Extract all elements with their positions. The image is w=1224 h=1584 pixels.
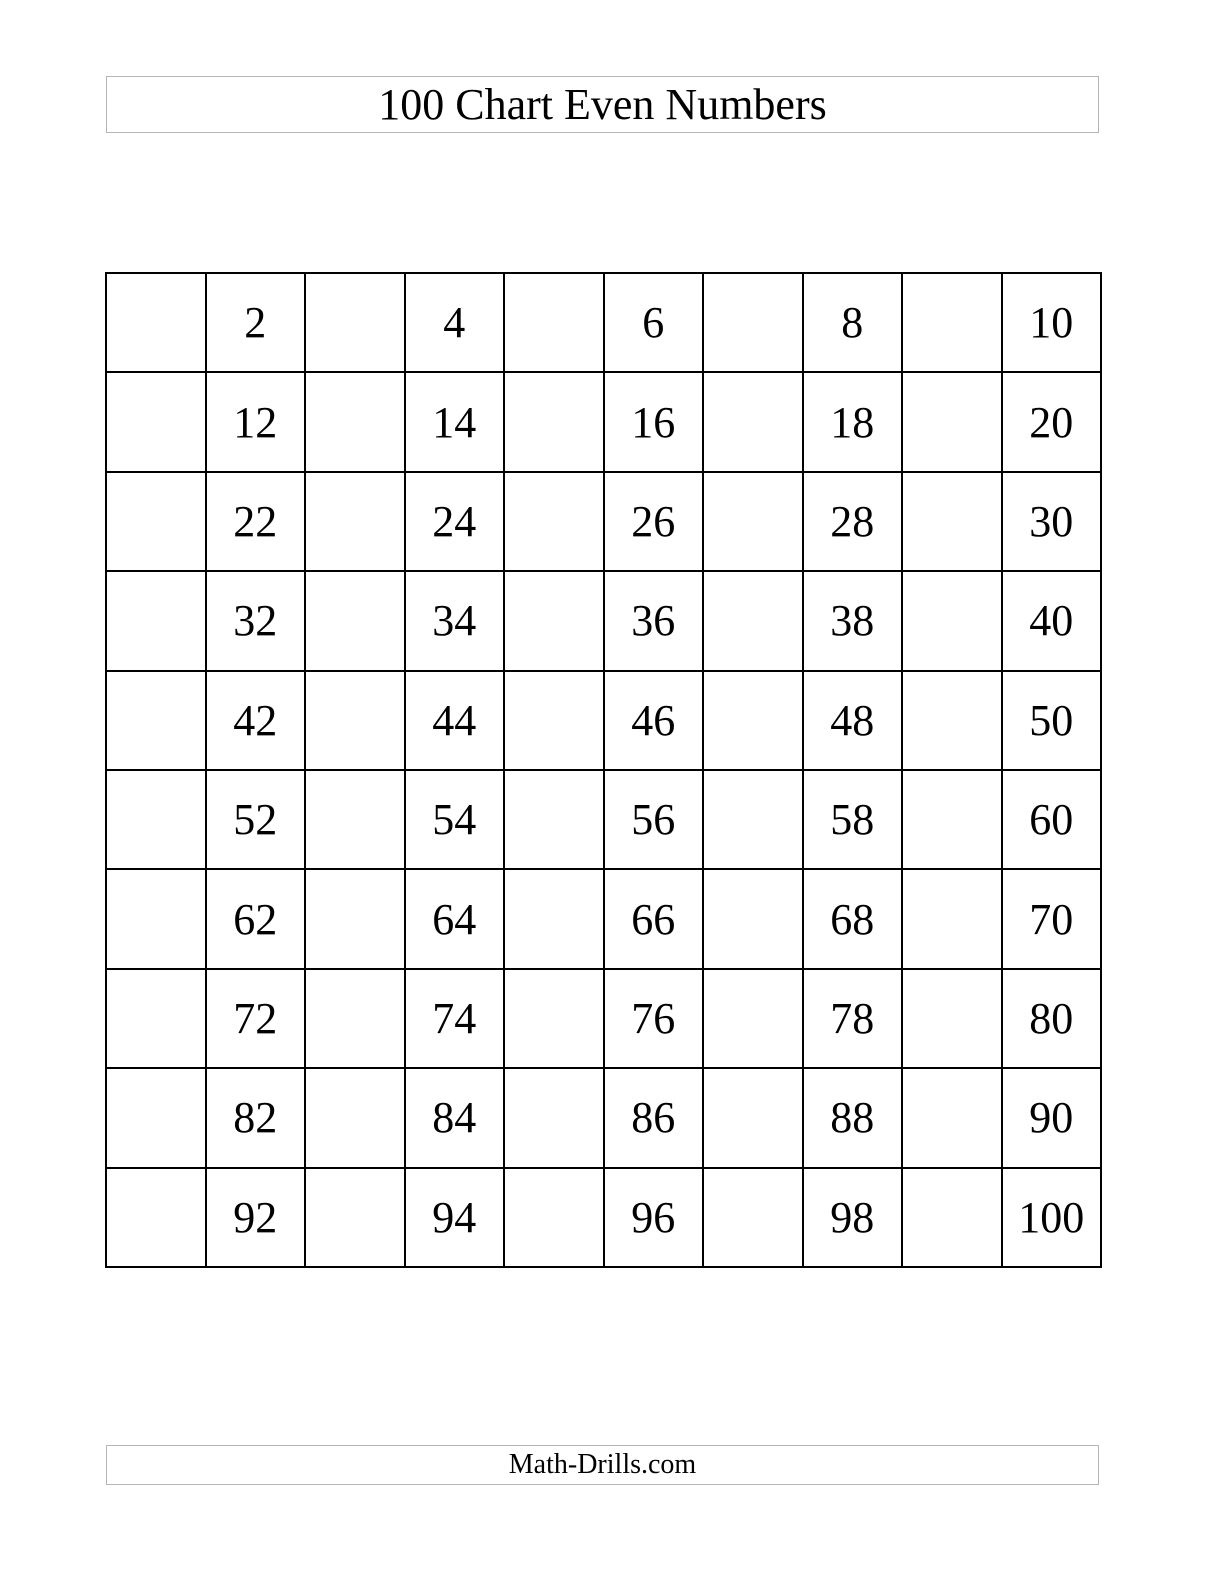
number-cell: 60 bbox=[1002, 770, 1102, 869]
number-cell: 18 bbox=[803, 372, 903, 471]
blank-cell bbox=[703, 472, 803, 571]
grid-row bbox=[106, 770, 1101, 869]
blank-cell bbox=[902, 969, 1002, 1068]
worksheet-title: 100 Chart Even Numbers bbox=[106, 76, 1099, 133]
blank-cell bbox=[703, 1168, 803, 1267]
hundred-chart-grid bbox=[105, 272, 1102, 1268]
blank-cell bbox=[305, 869, 405, 968]
blank-cell bbox=[305, 770, 405, 869]
blank-cell bbox=[305, 671, 405, 770]
grid-row bbox=[106, 571, 1101, 670]
number-cell: 84 bbox=[405, 1068, 505, 1167]
blank-cell bbox=[106, 969, 206, 1068]
number-cell: 4 bbox=[405, 273, 505, 372]
number-cell: 34 bbox=[405, 571, 505, 670]
blank-cell bbox=[504, 969, 604, 1068]
blank-cell bbox=[106, 671, 206, 770]
grid-row bbox=[106, 1168, 1101, 1267]
number-cell: 90 bbox=[1002, 1068, 1102, 1167]
blank-cell bbox=[305, 969, 405, 1068]
number-cell: 14 bbox=[405, 372, 505, 471]
blank-cell bbox=[504, 571, 604, 670]
blank-cell bbox=[106, 571, 206, 670]
grid-row bbox=[106, 1068, 1101, 1167]
number-cell: 26 bbox=[604, 472, 704, 571]
number-cell: 92 bbox=[206, 1168, 306, 1267]
number-cell: 28 bbox=[803, 472, 903, 571]
number-cell: 42 bbox=[206, 671, 306, 770]
grid-row bbox=[106, 969, 1101, 1068]
number-cell: 22 bbox=[206, 472, 306, 571]
number-cell: 24 bbox=[405, 472, 505, 571]
blank-cell bbox=[305, 372, 405, 471]
number-cell: 32 bbox=[206, 571, 306, 670]
number-cell: 94 bbox=[405, 1168, 505, 1267]
blank-cell bbox=[703, 372, 803, 471]
number-cell: 86 bbox=[604, 1068, 704, 1167]
blank-cell bbox=[703, 671, 803, 770]
blank-cell bbox=[305, 1168, 405, 1267]
blank-cell bbox=[106, 1168, 206, 1267]
blank-cell bbox=[106, 472, 206, 571]
blank-cell bbox=[504, 1168, 604, 1267]
blank-cell bbox=[106, 273, 206, 372]
blank-cell bbox=[703, 571, 803, 670]
grid-row bbox=[106, 869, 1101, 968]
number-cell: 88 bbox=[803, 1068, 903, 1167]
blank-cell bbox=[504, 869, 604, 968]
blank-cell bbox=[703, 869, 803, 968]
blank-cell bbox=[106, 770, 206, 869]
grid-row bbox=[106, 671, 1101, 770]
blank-cell bbox=[902, 372, 1002, 471]
blank-cell bbox=[902, 571, 1002, 670]
number-cell: 76 bbox=[604, 969, 704, 1068]
grid-row bbox=[106, 273, 1101, 372]
blank-cell bbox=[504, 273, 604, 372]
number-cell: 54 bbox=[405, 770, 505, 869]
number-cell: 50 bbox=[1002, 671, 1102, 770]
blank-cell bbox=[504, 671, 604, 770]
blank-cell bbox=[902, 1168, 1002, 1267]
blank-cell bbox=[902, 869, 1002, 968]
blank-cell bbox=[703, 1068, 803, 1167]
number-cell: 96 bbox=[604, 1168, 704, 1267]
blank-cell bbox=[106, 869, 206, 968]
blank-cell bbox=[703, 770, 803, 869]
blank-cell bbox=[703, 273, 803, 372]
number-cell: 6 bbox=[604, 273, 704, 372]
blank-cell bbox=[902, 671, 1002, 770]
blank-cell bbox=[106, 372, 206, 471]
number-cell: 100 bbox=[1002, 1168, 1102, 1267]
number-cell: 66 bbox=[604, 869, 704, 968]
blank-cell bbox=[305, 273, 405, 372]
blank-cell bbox=[703, 969, 803, 1068]
number-cell: 70 bbox=[1002, 869, 1102, 968]
number-cell: 52 bbox=[206, 770, 306, 869]
number-cell: 38 bbox=[803, 571, 903, 670]
grid-row bbox=[106, 372, 1101, 471]
blank-cell bbox=[305, 472, 405, 571]
blank-cell bbox=[902, 273, 1002, 372]
number-cell: 10 bbox=[1002, 273, 1102, 372]
number-cell: 2 bbox=[206, 273, 306, 372]
number-cell: 40 bbox=[1002, 571, 1102, 670]
number-cell: 30 bbox=[1002, 472, 1102, 571]
blank-cell bbox=[902, 472, 1002, 571]
blank-cell bbox=[504, 1068, 604, 1167]
number-cell: 56 bbox=[604, 770, 704, 869]
number-cell: 46 bbox=[604, 671, 704, 770]
number-cell: 48 bbox=[803, 671, 903, 770]
worksheet-footer: Math-Drills.com bbox=[106, 1445, 1099, 1485]
blank-cell bbox=[305, 571, 405, 670]
number-cell: 80 bbox=[1002, 969, 1102, 1068]
blank-cell bbox=[504, 372, 604, 471]
blank-cell bbox=[106, 1068, 206, 1167]
blank-cell bbox=[305, 1068, 405, 1167]
blank-cell bbox=[504, 472, 604, 571]
number-cell: 64 bbox=[405, 869, 505, 968]
blank-cell bbox=[504, 770, 604, 869]
number-cell: 36 bbox=[604, 571, 704, 670]
number-cell: 72 bbox=[206, 969, 306, 1068]
grid-row bbox=[106, 472, 1101, 571]
blank-cell bbox=[902, 1068, 1002, 1167]
number-cell: 98 bbox=[803, 1168, 903, 1267]
number-cell: 20 bbox=[1002, 372, 1102, 471]
number-cell: 58 bbox=[803, 770, 903, 869]
number-cell: 62 bbox=[206, 869, 306, 968]
number-cell: 82 bbox=[206, 1068, 306, 1167]
number-cell: 78 bbox=[803, 969, 903, 1068]
number-cell: 74 bbox=[405, 969, 505, 1068]
number-cell: 44 bbox=[405, 671, 505, 770]
number-cell: 68 bbox=[803, 869, 903, 968]
number-cell: 12 bbox=[206, 372, 306, 471]
number-cell: 8 bbox=[803, 273, 903, 372]
number-cell: 16 bbox=[604, 372, 704, 471]
blank-cell bbox=[902, 770, 1002, 869]
